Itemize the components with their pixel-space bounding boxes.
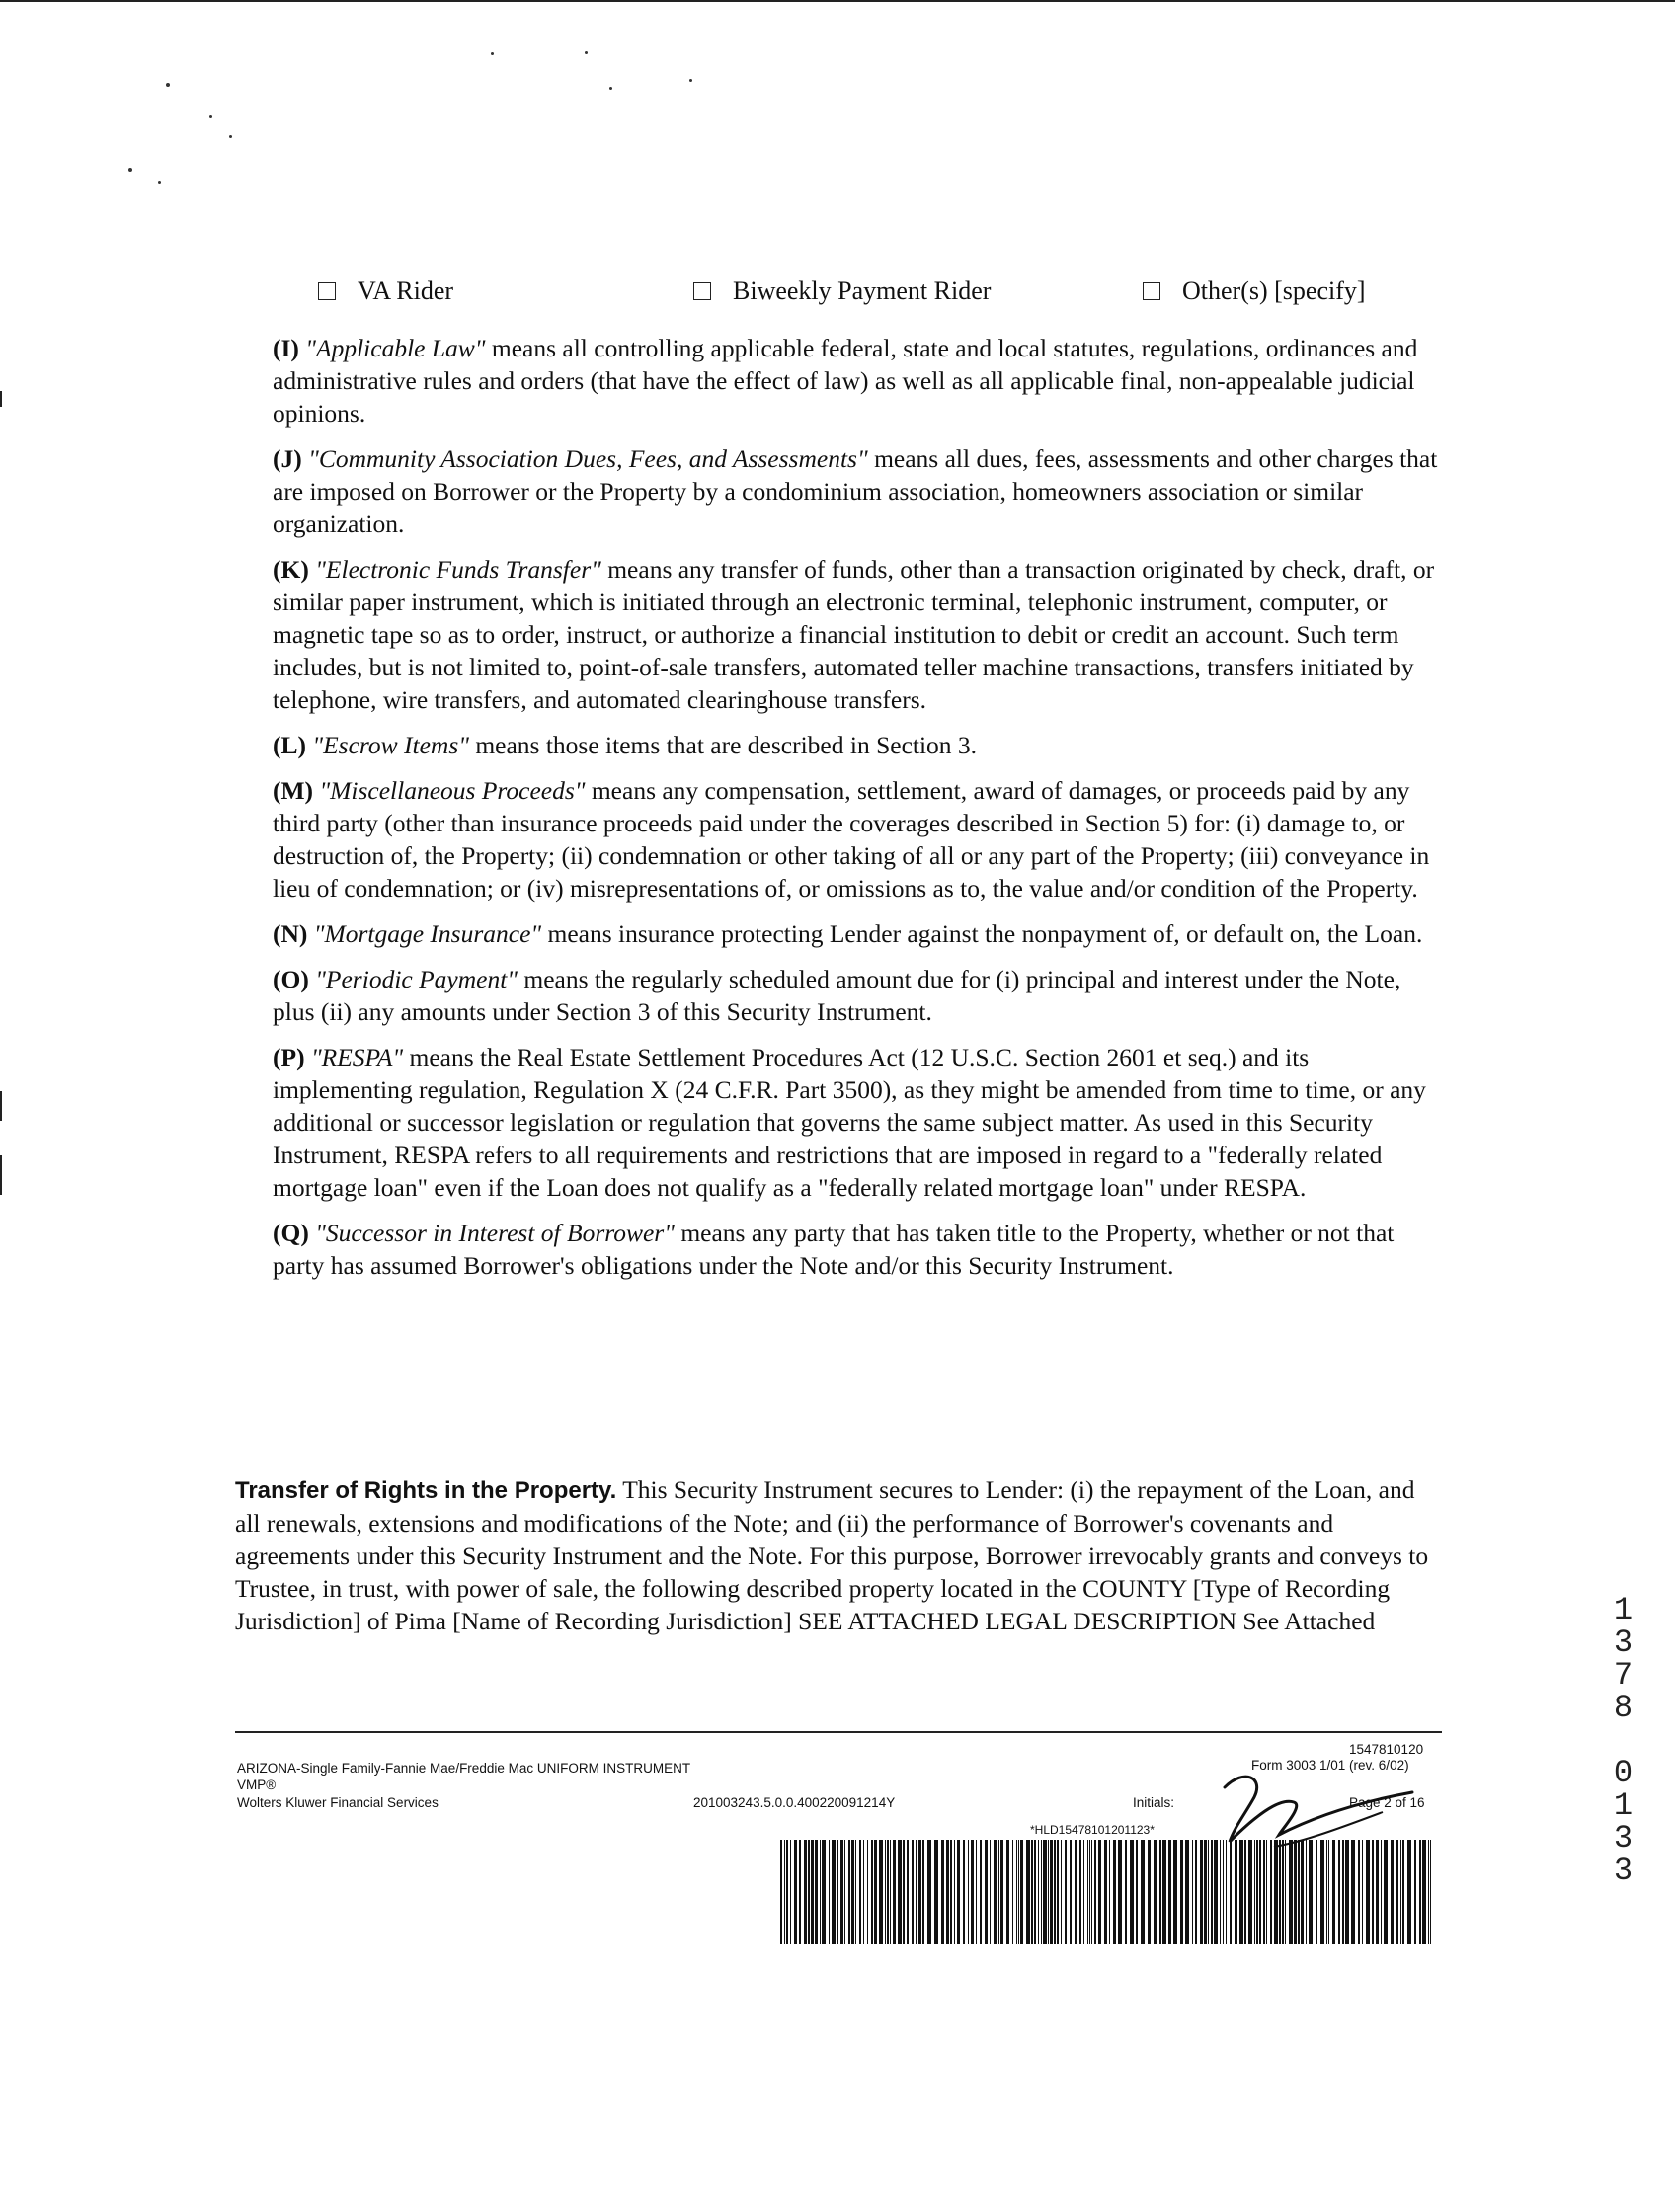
barcode-bar bbox=[1430, 1840, 1431, 1944]
scan-speck bbox=[585, 51, 588, 54]
barcode-bar bbox=[874, 1840, 877, 1944]
document-code: 201003243.5.0.0.400220091214Y bbox=[693, 1795, 896, 1810]
definition-text: means the Real Estate Settlement Procedures Act (12 U.S.C. Section 2601 et seq.) and its implementing regulation, Regulation X (24 C.F.R. Part 3500), as they might be amended from time to time, or any additional or successor legislation or regulation that governs the same subject matter. As used in this Security Instrument, RESPA refers to all requirements and restrictions that are imposed in regard to a "federally related mortgage loan" even if the Loan does not qualify as a "federally related mortgage loan" under RESPA. bbox=[273, 1043, 1426, 1202]
scan-edge-mark bbox=[0, 1091, 2, 1121]
scan-speck bbox=[689, 79, 692, 82]
barcode-bar bbox=[1089, 1840, 1090, 1944]
barcode-bar bbox=[1031, 1840, 1033, 1944]
barcode-bar bbox=[887, 1840, 889, 1944]
transfer-text: This Security Instrument secures to Lender: (i) the repayment of the Loan, and all renewals, extensions and modifications of the Note; and (ii) the performance of Borrower's covenants and agreements under this Security Instrument and the Note. For this purpose, Borrower irrevocably grants and conveys to Trustee, in trust, with power of sale, the following described property located in the COUNTY [Type of Recording Jurisdiction] of Pima [Name of Recording Jurisdiction] SEE ATTACHED LEGAL DESCRIPTION See Attached bbox=[235, 1474, 1429, 1635]
barcode-bar bbox=[1428, 1840, 1429, 1944]
definition-text: means those items that are described in Section 3. bbox=[468, 731, 978, 759]
barcode-bar bbox=[918, 1840, 921, 1944]
definition-term: "RESPA" bbox=[310, 1043, 404, 1071]
barcode-bar bbox=[1079, 1840, 1081, 1944]
barcode-bar bbox=[815, 1840, 818, 1944]
barcode-bar bbox=[1020, 1840, 1023, 1944]
scan-edge-mark bbox=[0, 391, 2, 407]
barcode-bar bbox=[1185, 1840, 1189, 1944]
barcode-bar bbox=[1061, 1840, 1062, 1944]
barcode-bar bbox=[855, 1840, 856, 1944]
barcode-bar bbox=[1235, 1840, 1237, 1944]
barcode-bar bbox=[1248, 1840, 1252, 1944]
barcode-bar bbox=[851, 1840, 854, 1944]
page-number: Page 2 of 16 bbox=[1349, 1795, 1425, 1810]
recording-number bbox=[1605, 1592, 1654, 1908]
definition-applicable-law bbox=[273, 332, 1438, 430]
barcode-bar bbox=[994, 1840, 997, 1944]
scan-speck bbox=[609, 87, 612, 90]
loan-number: 1547810120 bbox=[1349, 1742, 1424, 1757]
scan-speck bbox=[128, 168, 132, 172]
scan-speck bbox=[229, 135, 232, 138]
barcode-bar bbox=[1130, 1840, 1134, 1944]
barcode-bar bbox=[1263, 1840, 1265, 1944]
rider-label: Other(s) [specify] bbox=[1182, 276, 1366, 305]
barcode-bar bbox=[1259, 1840, 1261, 1944]
barcode-bar bbox=[990, 1840, 991, 1944]
vmp-mark: VMP® bbox=[237, 1778, 277, 1792]
barcode-bar bbox=[820, 1840, 821, 1944]
barcode-bar bbox=[1256, 1840, 1258, 1944]
barcode-bar bbox=[1289, 1840, 1293, 1944]
barcode-bar bbox=[1083, 1840, 1084, 1944]
definition-letter: (K) bbox=[273, 555, 309, 584]
barcode-bar bbox=[1204, 1840, 1207, 1944]
barcode-bar bbox=[1041, 1840, 1042, 1944]
barcode-bar bbox=[811, 1840, 814, 1944]
definition-text: means insurance protecting Lender against the nonpayment of, or default on, the Loan. bbox=[541, 919, 1423, 948]
barcode-bar bbox=[1180, 1840, 1183, 1944]
definition-mortgage-insurance bbox=[273, 917, 1438, 950]
barcode-bar bbox=[1279, 1840, 1281, 1944]
barcode-bar bbox=[1050, 1840, 1053, 1944]
barcode-bar bbox=[1285, 1840, 1286, 1944]
barcode-bar bbox=[1338, 1840, 1340, 1944]
barcode-bar bbox=[799, 1840, 801, 1944]
barcode-bar bbox=[980, 1840, 982, 1944]
barcode-bar bbox=[1154, 1840, 1157, 1944]
barcode-bar bbox=[790, 1840, 791, 1944]
barcode-bar bbox=[1018, 1840, 1019, 1944]
definition-letter: (O) bbox=[273, 965, 309, 993]
definition-term: "Miscellaneous Proceeds" bbox=[319, 776, 586, 805]
barcode-bar bbox=[1282, 1840, 1284, 1944]
rider-checklist bbox=[318, 276, 1454, 310]
barcode-bar bbox=[1054, 1840, 1056, 1944]
definition-miscellaneous-proceeds bbox=[273, 774, 1438, 905]
barcode-bar bbox=[867, 1840, 868, 1944]
barcode-bar bbox=[1407, 1840, 1411, 1944]
barcode-bar bbox=[1034, 1840, 1036, 1944]
barcode-bar bbox=[968, 1840, 969, 1944]
definition-letter: (Q) bbox=[273, 1219, 309, 1247]
definition-community-association-dues bbox=[273, 442, 1438, 540]
barcode-bar bbox=[1345, 1840, 1349, 1944]
barcode-bar bbox=[844, 1840, 845, 1944]
barcode-bar bbox=[985, 1840, 988, 1944]
barcode-bar bbox=[1358, 1840, 1360, 1944]
barcode-bar bbox=[1192, 1840, 1193, 1944]
barcode-bar bbox=[859, 1840, 861, 1944]
barcode-bar bbox=[1113, 1840, 1116, 1944]
barcode-bar bbox=[1298, 1840, 1300, 1944]
barcode-bar bbox=[916, 1840, 917, 1944]
barcode-bar bbox=[1270, 1840, 1272, 1944]
form-title: ARIZONA-Single Family-Fannie Mae/Freddie Mac UNIFORM INSTRUMENT bbox=[237, 1761, 691, 1776]
publisher: Wolters Kluwer Financial Services bbox=[237, 1795, 439, 1810]
barcode-bar bbox=[1372, 1840, 1374, 1944]
scan-speck bbox=[158, 181, 161, 184]
barcode-bar bbox=[950, 1840, 952, 1944]
barcode-bar bbox=[1301, 1840, 1304, 1944]
barcode-bar bbox=[1309, 1840, 1313, 1944]
checkbox-other-rider[interactable] bbox=[1143, 282, 1160, 300]
barcode-bar bbox=[1208, 1840, 1209, 1944]
barcode-bar bbox=[1026, 1840, 1030, 1944]
scan-edge-mark bbox=[0, 1155, 2, 1195]
barcode-bar bbox=[1136, 1840, 1138, 1944]
barcode-bar bbox=[1226, 1840, 1227, 1944]
barcode-bar bbox=[1173, 1840, 1177, 1944]
barcode-bar bbox=[1381, 1840, 1382, 1944]
barcode-bar bbox=[898, 1840, 902, 1944]
barcode-bar bbox=[1091, 1840, 1092, 1944]
definition-text: means all controlling applicable federal, state and local statutes, regulations, ordinances and administrative rules and orders (that have the effect of law) as well as all applicable final, non-appealable judicial opinions. bbox=[273, 334, 1418, 428]
barcode-bar bbox=[1306, 1840, 1307, 1944]
definition-successor-in-interest bbox=[273, 1217, 1438, 1282]
barcode-bar bbox=[1065, 1840, 1067, 1944]
definition-letter: (P) bbox=[273, 1043, 305, 1071]
definition-term: "Electronic Funds Transfer" bbox=[315, 555, 601, 584]
barcode-bar bbox=[1104, 1840, 1107, 1944]
barcode-bar bbox=[998, 1840, 999, 1944]
definition-periodic-payment bbox=[273, 963, 1438, 1028]
definition-text: means any compensation, settlement, award of damages, or proceeds paid by any third party (other than insurance proceeds paid under the coverages described in Section 5) for: (i) damage to, or destruction of, the Property; (ii) condemnation or other taking of all or any part of the Property; (iii) conveyance in lieu of condemnation; or (iv) misrepresentations of, or omissions as to, the value and/or condition of the Property. bbox=[273, 776, 1430, 903]
barcode-bar bbox=[1376, 1840, 1379, 1944]
rider-biweekly bbox=[693, 276, 991, 306]
barcode-bar bbox=[1075, 1840, 1077, 1944]
barcode-bar bbox=[1294, 1840, 1297, 1944]
barcode-bar bbox=[1070, 1840, 1072, 1944]
definition-text: means the regularly scheduled amount due for (i) principal and interest under the Note, plus (ii) any amounts under Section 3 of this Security Instrument. bbox=[273, 965, 1401, 1026]
section-heading: Transfer of Rights in the Property. bbox=[235, 1476, 617, 1504]
barcode-bar bbox=[885, 1840, 886, 1944]
barcode-bar bbox=[1141, 1840, 1145, 1944]
barcode-bar bbox=[1266, 1840, 1267, 1944]
barcode-bar bbox=[871, 1840, 873, 1944]
checkbox-va-rider[interactable] bbox=[318, 282, 336, 300]
barcode-bar bbox=[1118, 1840, 1122, 1944]
barcode-bar bbox=[1384, 1840, 1388, 1944]
scan-speck bbox=[209, 115, 212, 118]
definition-text: means any transfer of funds, other than a transaction originated by check, draft, or similar paper instrument, which is initiated through an electronic terminal, telephonic instrument, computer, or magnetic tape so as to order, instruct, or authorize a financial institution to debit or credit an account. Such term includes, but is not limited to, point-of-sale transfers, automated teller machine transactions, transfers initiated by telephone, wire transfers, and automated clearinghouse transfers. bbox=[273, 555, 1435, 714]
barcode-bar bbox=[1200, 1840, 1203, 1944]
initials-label: Initials: bbox=[1133, 1795, 1175, 1810]
barcode-bar bbox=[1043, 1840, 1047, 1944]
barcode-bar bbox=[1220, 1840, 1221, 1944]
barcode-bar bbox=[829, 1840, 830, 1944]
definition-letter: (I) bbox=[273, 334, 299, 362]
rider-label: VA Rider bbox=[358, 276, 454, 305]
definition-letter: (N) bbox=[273, 919, 308, 948]
barcode-bar bbox=[1328, 1840, 1329, 1944]
barcode-bar bbox=[808, 1840, 810, 1944]
definition-text: means any party that has taken title to the Property, whether or not that party has assumed Borrower's obligations under the Note and/or this Security Instrument. bbox=[273, 1219, 1395, 1280]
definition-term: "Mortgage Insurance" bbox=[313, 919, 542, 948]
barcode-bar bbox=[1006, 1840, 1009, 1944]
transfer-of-rights-paragraph bbox=[235, 1473, 1440, 1637]
barcode-bar bbox=[1400, 1840, 1401, 1944]
rider-other bbox=[1143, 276, 1366, 306]
barcode-bar bbox=[1162, 1840, 1166, 1944]
definition-term: "Successor in Interest of Borrower" bbox=[315, 1219, 675, 1247]
barcode-bar bbox=[863, 1840, 864, 1944]
barcode-bar bbox=[1254, 1840, 1255, 1944]
barcode-bar bbox=[832, 1840, 836, 1944]
barcode-bar bbox=[1414, 1840, 1416, 1944]
barcode-bar bbox=[1244, 1840, 1246, 1944]
barcode-bar bbox=[903, 1840, 905, 1944]
barcode-bar bbox=[848, 1840, 850, 1944]
barcode-bar bbox=[1320, 1840, 1324, 1944]
barcode-bar bbox=[1402, 1840, 1404, 1944]
barcode-bar bbox=[1048, 1840, 1049, 1944]
barcode-bar bbox=[957, 1840, 960, 1944]
barcode-bar bbox=[934, 1840, 938, 1944]
barcode-bar bbox=[922, 1840, 924, 1944]
barcode-text: *HLD15478101201123* bbox=[1030, 1823, 1155, 1837]
checkbox-biweekly-rider[interactable] bbox=[693, 282, 711, 300]
barcode-bar bbox=[1148, 1840, 1151, 1944]
barcode-bar bbox=[1012, 1840, 1013, 1944]
barcode-bar bbox=[1391, 1840, 1394, 1944]
barcode-bar bbox=[1000, 1840, 1003, 1944]
barcode-bar bbox=[893, 1840, 896, 1944]
definition-respa bbox=[273, 1041, 1438, 1204]
barcode-bar bbox=[1326, 1840, 1327, 1944]
rider-label: Biweekly Payment Rider bbox=[733, 276, 992, 305]
definition-escrow-items bbox=[273, 729, 1438, 761]
barcode-bar bbox=[1195, 1840, 1197, 1944]
barcode-bar bbox=[1274, 1840, 1278, 1944]
definitions-list bbox=[273, 332, 1438, 1295]
barcode-bar bbox=[1087, 1840, 1088, 1944]
barcode-bar bbox=[786, 1840, 788, 1944]
barcode-bar bbox=[1211, 1840, 1213, 1944]
barcode-bar bbox=[780, 1840, 782, 1944]
recording-number-text: 1378 0133 bbox=[1605, 1592, 1641, 1885]
barcode-bar bbox=[890, 1840, 891, 1944]
definition-electronic-funds-transfer bbox=[273, 553, 1438, 716]
rider-va bbox=[318, 276, 453, 306]
scan-top-edge bbox=[0, 0, 1675, 2]
barcode-bar bbox=[784, 1840, 785, 1944]
form-number: Form 3003 1/01 (rev. 6/02) bbox=[1251, 1758, 1409, 1773]
barcode-bar bbox=[976, 1840, 977, 1944]
barcode-bar bbox=[1214, 1840, 1218, 1944]
barcode-bar bbox=[954, 1840, 955, 1944]
barcode-bar bbox=[1016, 1840, 1017, 1944]
barcode-bar bbox=[1239, 1840, 1243, 1944]
definition-term: "Applicable Law" bbox=[305, 334, 486, 362]
barcode-bar bbox=[840, 1840, 843, 1944]
barcode-bar bbox=[837, 1840, 838, 1944]
barcode-bar bbox=[1342, 1840, 1344, 1944]
definition-term: "Community Association Dues, Fees, and Assessments" bbox=[308, 444, 868, 473]
barcode-bar bbox=[1094, 1840, 1096, 1944]
barcode-bar bbox=[1422, 1840, 1426, 1944]
barcode-bar bbox=[1316, 1840, 1317, 1944]
definition-letter: (M) bbox=[273, 776, 314, 805]
barcode-bar bbox=[941, 1840, 944, 1944]
barcode-bar bbox=[1159, 1840, 1161, 1944]
barcode-bar bbox=[971, 1840, 974, 1944]
barcode-bar bbox=[946, 1840, 949, 1944]
barcode-bar bbox=[1362, 1840, 1363, 1944]
footer-rule bbox=[235, 1731, 1442, 1733]
barcode-bar bbox=[1098, 1840, 1101, 1944]
barcode-bar bbox=[804, 1840, 807, 1944]
definition-letter: (J) bbox=[273, 444, 302, 473]
definition-text: means all dues, fees, assessments and other charges that are imposed on Borrower or the Property by a condominium association, homeowners association or similar organization. bbox=[273, 444, 1438, 538]
barcode-bar bbox=[822, 1840, 826, 1944]
definition-term: "Periodic Payment" bbox=[315, 965, 518, 993]
barcode-bar bbox=[1366, 1840, 1370, 1944]
barcode bbox=[780, 1840, 1438, 1944]
barcode-bar bbox=[907, 1840, 909, 1944]
barcode-bar bbox=[1168, 1840, 1171, 1944]
barcode-bar bbox=[794, 1840, 797, 1944]
barcode-bar bbox=[1125, 1840, 1127, 1944]
scan-speck bbox=[491, 52, 494, 55]
barcode-bar bbox=[963, 1840, 965, 1944]
barcode-bar bbox=[1057, 1840, 1059, 1944]
barcode-bar bbox=[1332, 1840, 1335, 1944]
definition-letter: (L) bbox=[273, 731, 306, 759]
barcode-bar bbox=[1351, 1840, 1355, 1944]
barcode-bar bbox=[1230, 1840, 1232, 1944]
barcode-bar bbox=[879, 1840, 883, 1944]
barcode-bar bbox=[927, 1840, 931, 1944]
barcode-bar bbox=[1038, 1840, 1039, 1944]
barcode-bar bbox=[1419, 1840, 1421, 1944]
definition-term: "Escrow Items" bbox=[312, 731, 469, 759]
barcode-bar bbox=[1396, 1840, 1398, 1944]
barcode-bar bbox=[1109, 1840, 1110, 1944]
barcode-bar bbox=[1223, 1840, 1224, 1944]
barcode-bar bbox=[912, 1840, 914, 1944]
scan-speck bbox=[166, 83, 170, 87]
